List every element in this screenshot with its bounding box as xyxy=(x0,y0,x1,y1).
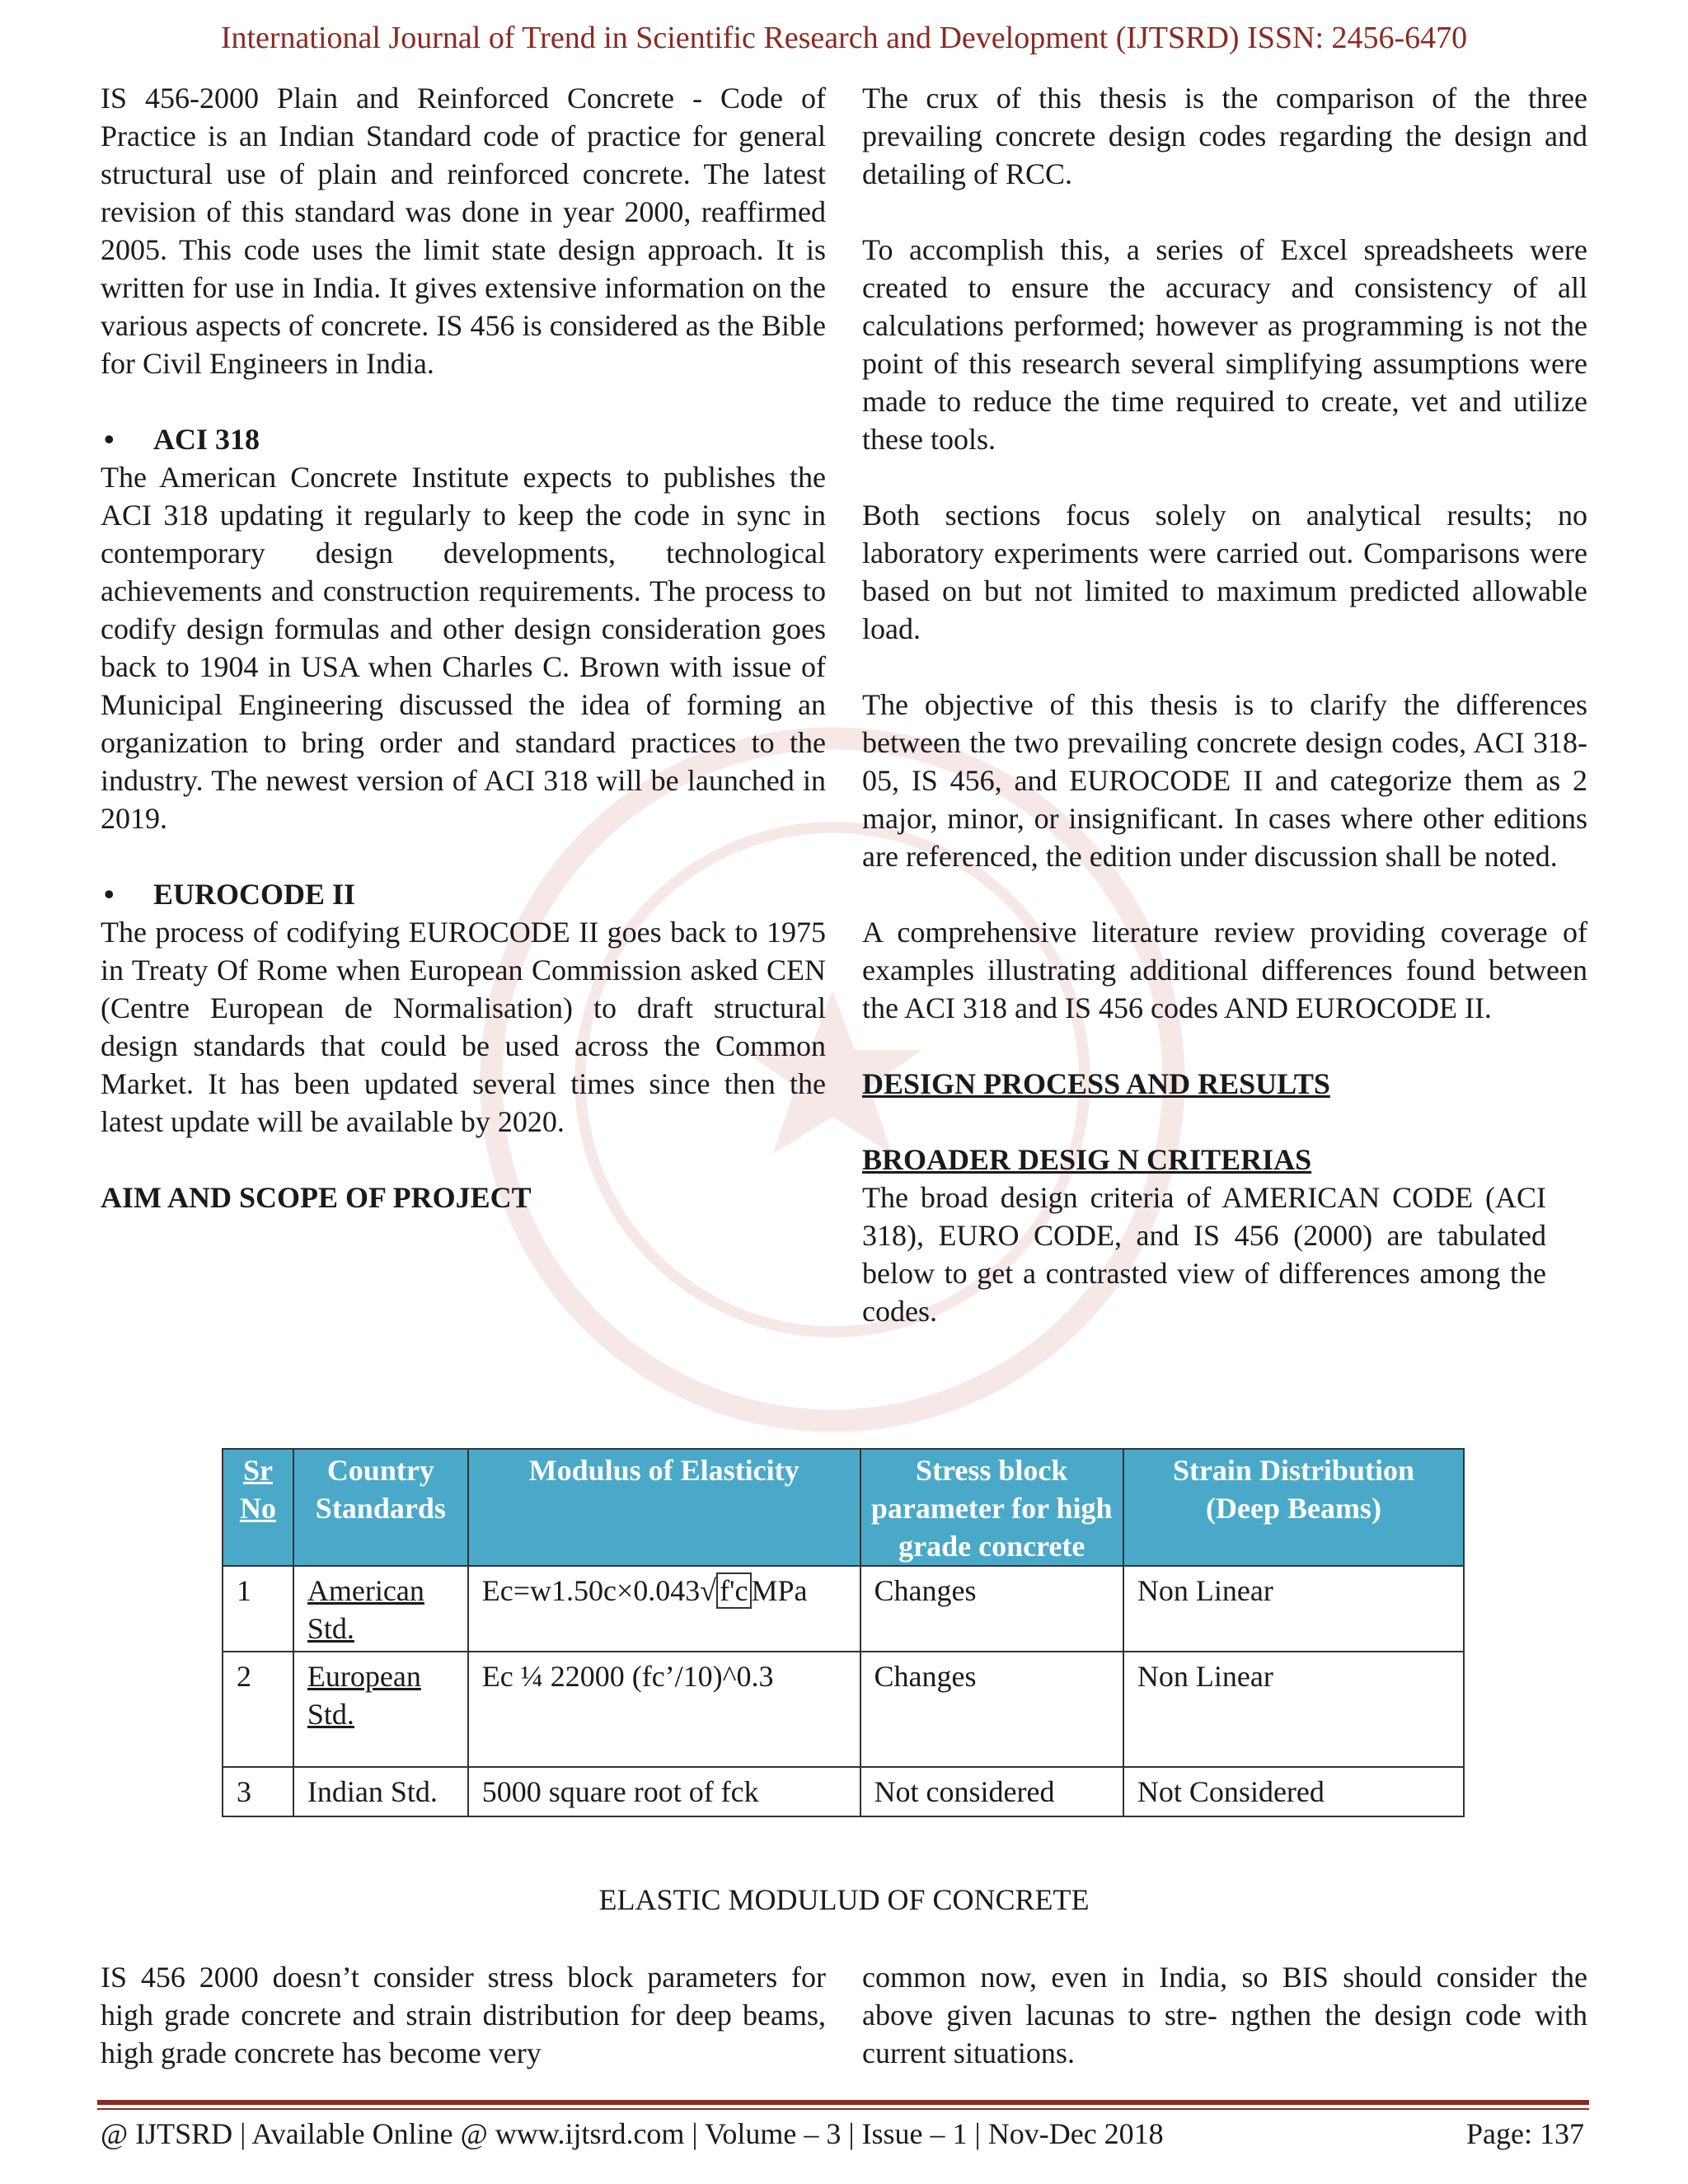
broader-criteria-heading: BROADER DESIG N CRITERIAS xyxy=(862,1143,1312,1176)
cell-sr: 2 xyxy=(223,1652,293,1767)
design-process-heading: DESIGN PROCESS AND RESULTS xyxy=(862,1067,1330,1100)
table-header-row xyxy=(223,1449,1464,1566)
cell-modulus: 5000 square root of fck xyxy=(468,1767,860,1816)
header-modulus: Modulus of Elasticity xyxy=(468,1449,860,1566)
aim-scope-heading: AIM AND SCOPE OF PROJECT xyxy=(101,1181,532,1214)
right-column xyxy=(862,79,1587,1330)
cell-modulus: Ec ¼ 22000 (fc’/10)^0.3 xyxy=(468,1652,860,1767)
footer-journal-info: @ IJTSRD | Available Online @ www.ijtsrd.com | Volume – 3 | Issue – 1 | Nov-Dec 2018 xyxy=(101,2117,1164,2150)
objective-paragraph: The objective of this thesis is to clarify the differences between the two prevailing concrete design codes, ACI 318-05, IS 456, and EUROCODE II and categorize them as 2 major, minor, or insignificant. In cases where other editions are referenced, the edition under discussion shall be noted. xyxy=(862,688,1587,873)
footer-rule-thin xyxy=(97,2108,1589,2110)
page-number: Page: 137 xyxy=(1466,2117,1584,2150)
table-row xyxy=(223,1767,1464,1816)
cell-country: American Std. xyxy=(293,1566,468,1652)
table-caption: ELASTIC MODULUD OF CONCRETE xyxy=(598,1883,1090,1916)
design-criteria-table xyxy=(222,1448,1465,1817)
table-row xyxy=(223,1652,1464,1767)
header-country-standards: Country Standards xyxy=(293,1449,468,1566)
is456-paragraph: IS 456-2000 Plain and Reinforced Concrete - Code of Practice is an Indian Standard code of practice for general structural use of plain and reinforced concrete. The latest revision of this standard was done in year 2000, reaffirmed 2005. This code uses the limit state design approach. It is written for use in India. It gives extensive information on the various aspects of concrete. IS 456 is considered as the Bible for Civil Engineers in India. xyxy=(101,82,826,380)
bottom-right-column xyxy=(862,1958,1587,2072)
footer-rule xyxy=(97,2100,1589,2105)
cell-stress: Changes xyxy=(860,1652,1123,1767)
cell-stress: Not considered xyxy=(860,1767,1123,1816)
cell-sr: 3 xyxy=(223,1767,293,1816)
analytical-paragraph: Both sections focus solely on analytical results; no laboratory experiments were carried out. Comparisons were based on but not limited to maximum predicted allowable load. xyxy=(862,499,1587,645)
header-stress-block: Stress block parameter for high grade concrete xyxy=(860,1449,1123,1566)
cell-strain: Not Considered xyxy=(1123,1767,1464,1816)
header-sr-no: Sr No xyxy=(223,1449,293,1566)
page-footer xyxy=(101,2116,1584,2151)
bullet-icon: • xyxy=(104,423,115,456)
cell-strain: Non Linear xyxy=(1123,1566,1464,1652)
eurocode-paragraph: The process of codifying EUROCODE II goes back to 1975 in Treaty Of Rome when European Commission asked CEN (Centre European de Normalisation) to draft structural design standards that could be used across the Common Market. It has been updated several times since then the latest update will be available by 2020. xyxy=(101,916,826,1138)
aci-318-heading: • ACI 318 xyxy=(101,420,826,458)
conclusion-paragraph-start: IS 456 2000 doesn’t consider stress block parameters for high grade concrete and strain distribution for deep beams, high grade concrete has become very xyxy=(101,1961,826,2069)
bottom-left-column xyxy=(101,1958,826,2072)
cell-stress: Changes xyxy=(860,1566,1123,1652)
literature-paragraph: A comprehensive literature review providing coverage of examples illustrating additional differences found between the ACI 318 and IS 456 codes AND EUROCODE II. xyxy=(862,916,1587,1024)
journal-header: International Journal of Trend in Scientific Research and Development (IJTSRD) ISSN: 2456-6470 xyxy=(220,21,1468,55)
table-row xyxy=(223,1566,1464,1652)
crux-paragraph: The crux of this thesis is the comparison of the three prevailing concrete design codes regarding the design and detailing of RCC. xyxy=(862,82,1587,190)
left-column xyxy=(101,79,826,1216)
cell-country: European Std. xyxy=(293,1652,468,1767)
conclusion-paragraph-end: common now, even in India, so BIS should consider the above given lacunas to stre- ngthen the design code with current situations. xyxy=(862,1961,1587,2069)
eurocode-heading: • EUROCODE II xyxy=(101,875,826,913)
cell-country: Indian Std. xyxy=(293,1767,468,1816)
bullet-icon: • xyxy=(104,878,115,911)
header-strain-distribution: Strain Distribution (Deep Beams) xyxy=(1123,1449,1464,1566)
cell-strain: Non Linear xyxy=(1123,1652,1464,1767)
cell-modulus: Ec=w1.50c×0.043√ f'c MPa xyxy=(468,1566,860,1652)
cell-sr: 1 xyxy=(223,1566,293,1652)
broad-criteria-paragraph: The broad design criteria of AMERICAN CODE (ACI 318), EURO CODE, and IS 456 (2000) are tabulated below to get a contrasted view of differences among the codes. xyxy=(862,1181,1546,1328)
excel-paragraph: To accomplish this, a series of Excel spreadsheets were created to ensure the accuracy and consistency of all calculations performed; however as programming is not the point of this research several simplifying assumptions were made to reduce the time required to create, vet and utilize these tools. xyxy=(862,233,1587,456)
aci-318-paragraph: The American Concrete Institute expects to publishes the ACI 318 updating it regularly to keep the code in sync in contemporary design developments, technological achievements and construction requirements. The process to codify design formulas and other design consideration goes back to 1904 in USA when Charles C. Brown with issue of Municipal Engineering discussed the idea of forming an organization to bring order and standard practices to the industry. The newest version of ACI 318 will be launched in 2019. xyxy=(101,461,826,835)
